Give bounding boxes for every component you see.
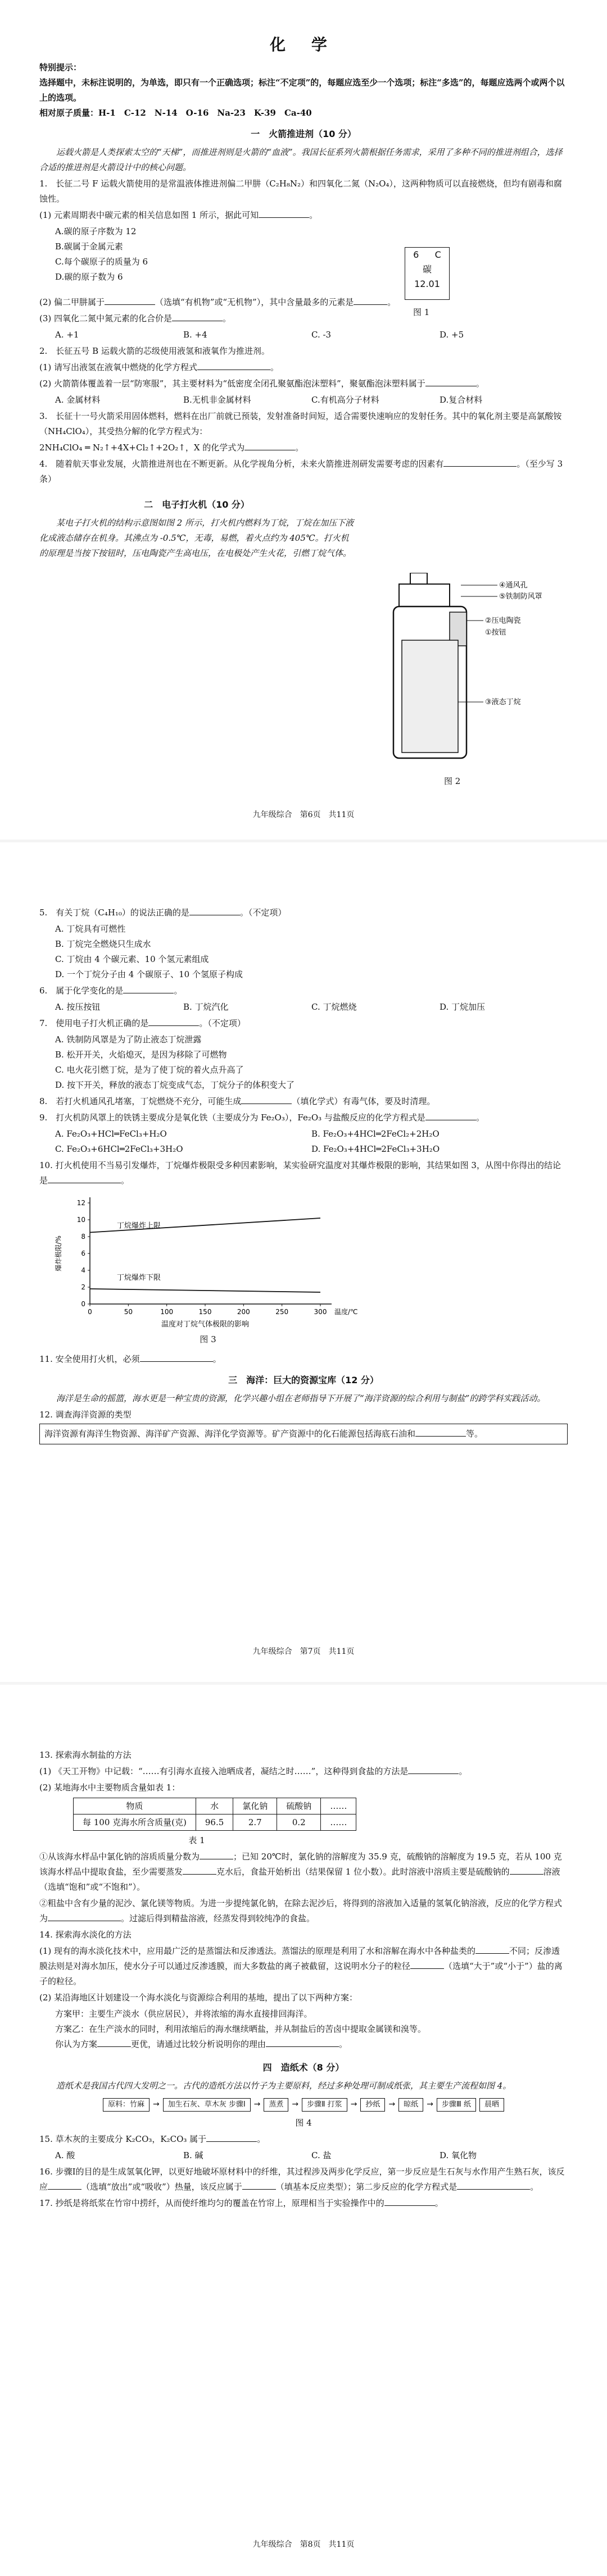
flow-step: 步骤Ⅲ 纸: [437, 2098, 476, 2112]
table-1-caption: 表 1: [188, 1835, 205, 1845]
option: D. 丁烷加压: [440, 1002, 486, 1012]
table-header: 水: [196, 1798, 233, 1814]
question-13-3: ②粗盐中含有少量的泥沙、氯化镁等物质。为进一步提纯氯化钠，在除去泥沙后，将得到的溶液加入适量的氢氧化钠溶液，反应的化学方程式为 。过滤后得到精盐溶液，经蒸发得到较纯净的食盐。: [39, 1898, 563, 1923]
answer-blank[interactable]: [425, 1111, 476, 1120]
arrow-right-icon: →: [388, 2100, 396, 2109]
element-card: [405, 247, 450, 300]
y-axis-label: 爆炸极限/%: [55, 1235, 62, 1271]
explosion-limit-chart: [51, 1192, 365, 1332]
answer-blank[interactable]: [206, 2132, 257, 2142]
page-8: [0, 1685, 607, 2576]
y-tick-label: 10: [76, 1216, 85, 1224]
x-tick-label: 100: [160, 1308, 174, 1316]
table-header: ……: [321, 1798, 356, 1814]
question-14-1: (1) 现有的海水淡化技术中，应用最广泛的是蒸馏法和反渗透法。蒸馏法的原理是利用了水和溶解在海水中各种盐类的 不同；反渗透膜法则是对海水加压，使水分子可以通过反渗透膜，而大多数盐的离子被截留，这说明水分子的粒径 （选填“大于”或“小于”）盐的离子的粒径。: [39, 1944, 568, 1989]
question-1-3: (3) 四氧化二氮中氮元素的化合价是 。: [39, 311, 568, 326]
series-line: [90, 1289, 320, 1292]
answer-blank[interactable]: [97, 2037, 131, 2047]
flow-step: 晾纸: [398, 2098, 423, 2112]
flow-step: 原料：竹麻: [103, 2098, 150, 2112]
option: D.复合材料: [440, 395, 483, 405]
option: C. 电火花引燃丁烷，是为了使丁烷的着火点升高了: [55, 1065, 244, 1075]
atomic-number: 6: [413, 249, 419, 260]
flow-step: 加生石灰、草木灰 步骤Ⅰ: [163, 2098, 251, 2112]
y-tick-label: 6: [81, 1250, 85, 1257]
answer-blank[interactable]: [189, 906, 240, 915]
x-tick-label: 250: [275, 1308, 289, 1316]
section-1-title: 一 火箭推进剂（10 分）: [251, 129, 356, 139]
question-7: 7. 使用电子打火机正确的是 。（不定项）: [39, 1016, 568, 1031]
question-3: 3. 长征十一号火箭采用固体燃料，燃料在出厂前就已预装，发射准备时间短，适合需要快速响应的发射任务。其中的氧化剂主要是高氯酸铵（NH₄ClO₄），其受热分解的化学方程式为：: [39, 411, 562, 436]
question-2: 2. 长征五号 B 运载火箭的芯级使用液氢和液氧作为推进剂。: [39, 346, 270, 356]
question-13-2a: ①从该海水样品中氯化钠的溶质质量分数为 ；已知 20℃时，氯化钠的溶解度为 35.9 克，硫酸钠的溶解度为 19.5 克，若从 100 克该海水样品中提取食盐，至少需要蒸发 克水后，食盐开始析出（结果保留 1 位小数）。此时溶液中溶质主要是硫酸钠的 溶液（选填“饱和”或“不饱和”）。: [39, 1849, 568, 1895]
fig2-label: ⑤铁制防风罩: [499, 592, 542, 601]
option: D. 氧化物: [440, 2150, 477, 2160]
papermaking-flowchart: [39, 2097, 568, 2112]
option: A. 铁制防风罩是为了防止液态丁烷泄露: [55, 1034, 202, 1045]
fig2-label: ①按钮: [485, 628, 506, 637]
answer-blank[interactable]: [183, 1865, 216, 1875]
answer-blank[interactable]: [140, 1352, 213, 1362]
option: B.碳属于金属元素: [55, 241, 123, 252]
question-11: 11. 安全使用打火机，必须 。: [39, 1352, 568, 1367]
butane-tank-shape: [402, 640, 458, 753]
section-2-intro: 某电子打火机的结构示意图如图 2 所示，打火机内燃料为丁烷，丁烷在加压下液化成液态储存在机身。其沸点为 -0.5℃，无毒，易燃，着火点约为 405℃。打火机的原理是当按下按钮时，压电陶瓷产生高电压，在电极处产生火花，引燃丁烷气体。: [39, 518, 354, 558]
question-2-2: (2) 火箭箭体覆盖着一层“防寒服”，其主要材料为“低密度全闭孔聚氨酯泡沫塑料”，聚氨酯泡沫塑料属于 。: [39, 376, 568, 391]
section-4-intro: 造纸术是我国古代四大发明之一。古代的造纸方法以竹子为主要原料，经过多种处理可制成纸张，其主要生产流程如图 4。: [56, 2081, 511, 2091]
arrow-right-icon: →: [292, 2100, 299, 2109]
atomic-mass: 相对原子质量：H-1 C-12 N-14 O-16 Na-23 K-39 Ca-40: [39, 108, 312, 118]
question-1: 1. 长征二号 F 运载火箭使用的是常温液体推进剂偏二甲肼（C₂H₈N₂）和四氧化二氮（N₂O₄），这两种物质可以直接燃烧，但均有剧毒和腐蚀性。: [39, 179, 562, 204]
answer-blank[interactable]: [408, 1765, 459, 1774]
answer-blank[interactable]: [48, 2180, 81, 2190]
plan-b: 方案乙：在生产淡水的同时，利用浓缩后的海水继续晒盐，并从制盐后的苦卤中提取金属镁和溴等。: [55, 2024, 427, 2034]
x-axis-label: 温度对丁烷气体极限的影响: [161, 1320, 250, 1329]
question-12: 12. 调查海洋资源的类型: [39, 1410, 132, 1420]
page-6: [0, 0, 607, 842]
answer-blank[interactable]: [425, 377, 476, 386]
x-tick-label: 50: [124, 1308, 133, 1316]
answer-blank[interactable]: [123, 984, 174, 993]
wind-guard-shape: [399, 584, 450, 607]
arrow-right-icon: →: [253, 2100, 261, 2109]
answer-blank[interactable]: [415, 1427, 466, 1437]
answer-blank[interactable]: [242, 2180, 276, 2190]
answer-blank[interactable]: [259, 208, 309, 218]
page-8-content: [39, 1747, 568, 2212]
figure-2-caption: 图 2: [444, 776, 461, 786]
question-16: 16. 步骤Ⅰ的目的是生成氢氧化钾，以更好地破坏原材料中的纤维，其过程涉及两步化学反应，第一步反应是生石灰与水作用产生熟石灰，该反应 （选填“放出”或“吸收”）热量，该反应属于 （填基本反应类型）；第二步反应的化学方程式是 。: [39, 2167, 565, 2192]
answer-blank[interactable]: [510, 1865, 543, 1875]
x-unit-label: 温度/℃: [334, 1308, 358, 1316]
section-1-intro: 运载火箭是人类探索太空的“天梯”，而推进剂则是火箭的“血液”。我国长征系列火箭根据任务需求，采用了多种不同的推进剂组合，选择合适的推进剂是火箭设计中的核心问题。: [39, 147, 563, 172]
question-8: 8. 若打火机通风孔堵塞，丁烷燃烧不充分，可能生成 （填化学式）有毒气体，要及时清理。: [39, 1094, 568, 1109]
answer-blank[interactable]: [457, 2180, 530, 2190]
answer-blank[interactable]: [200, 1850, 233, 1859]
seawater-table: [73, 1798, 356, 1831]
flow-step: 蒸煮: [264, 2098, 288, 2112]
option: C. 丁烷由 4 个碳元素、10 个氢元素组成: [55, 954, 209, 964]
answer-blank[interactable]: [148, 1016, 199, 1026]
series-label: 丁烷爆炸下限: [116, 1274, 161, 1282]
figure-1-caption: 图 1: [413, 307, 430, 317]
plan-a: 方案甲：主要生产淡水（供应居民），并将浓缩的海水直接排回海洋。: [55, 2009, 312, 2019]
table-cell: ……: [321, 1814, 356, 1831]
table-header-row: [74, 1798, 356, 1814]
question-5: 5. 有关丁烷（C₄H₁₀）的说法正确的是 。（不定项）: [39, 905, 568, 920]
options-row: [39, 1000, 568, 1015]
option: B. 丁烷汽化: [183, 1002, 229, 1012]
option: A. +1: [55, 330, 79, 340]
answer-blank[interactable]: [475, 1944, 509, 1954]
options-row: [39, 393, 568, 408]
option: D. 按下开关，释放的液态丁烷变成气态，丁烷分子的体积变大了: [55, 1080, 295, 1090]
section-2-title: 二 电子打火机（10 分）: [144, 499, 250, 510]
vent-shape: [410, 573, 427, 584]
arrow-right-icon: →: [427, 2100, 433, 2109]
table-header: 氯化钠: [233, 1798, 277, 1814]
options-row: [39, 2148, 568, 2163]
option: A. Fe₂O₃+HCl═FeCl₃+H₂O: [55, 1129, 167, 1139]
answer-blank[interactable]: [48, 1912, 121, 1921]
option: B.无机非金属材料: [183, 395, 251, 405]
option: B. 碱: [183, 2150, 203, 2160]
options-row: [39, 327, 568, 343]
notice-heading: 特别提示：: [39, 62, 82, 72]
question-13-1: (1) 《天工开物》中记载：“……有引海水直接入池晒成者，凝结之时……”，这种得到食盐的方法是 。: [39, 1764, 568, 1779]
page-7-content: [39, 904, 568, 1446]
figure-3-caption: 图 3: [200, 1334, 216, 1344]
fig2-label: ③液态丁烷: [485, 698, 521, 706]
fig2-label: ②压电陶瓷: [485, 617, 521, 625]
x-tick-label: 200: [237, 1308, 250, 1316]
option: B. Fe₂O₃+4HCl═2FeCl₂+2H₂O: [311, 1129, 440, 1139]
option: C. -3: [311, 330, 332, 340]
y-tick-label: 2: [81, 1283, 85, 1291]
table-cell: 0.2: [277, 1814, 321, 1831]
question-14: 14. 探索海水淡化的方法: [39, 1930, 132, 1940]
option: C.有机高分子材料: [311, 395, 379, 405]
options-grid: [39, 1127, 568, 1157]
page-title: 化 学: [270, 35, 337, 54]
question-10: 10. 打火机使用不当易引发爆炸，丁烷爆炸极限受多种因素影响，某实验研究温度对其爆炸极限的影响，其结果如图 3，从图中你得出的结论是 。: [39, 1160, 561, 1186]
option: B. +4: [183, 330, 207, 340]
question-6: 6. 属于化学变化的是 。: [39, 983, 568, 999]
figure-4-caption: 图 4: [295, 2118, 312, 2128]
page-footer: 九年级综合 第7页 共11页: [252, 1647, 355, 1656]
question-13-2: (2) 某地海水中主要物质含量如表 1：: [39, 1782, 180, 1793]
section-4-title: 四 造纸术（8 分）: [262, 2062, 345, 2073]
option: B. 松开开关，火焰熄灭，是因为移除了可燃物: [55, 1050, 227, 1060]
answer-blank[interactable]: [105, 295, 155, 305]
page-7: [0, 842, 607, 1685]
option: A. 丁烷具有可燃性: [55, 924, 126, 934]
table-cell: 2.7: [233, 1814, 277, 1831]
y-tick-label: 12: [76, 1199, 85, 1207]
answer-blank[interactable]: [443, 457, 517, 467]
arrow-right-icon: →: [350, 2100, 357, 2109]
option: D. 一个丁烷分子由 4 个碳原子、10 个氢原子构成: [55, 969, 243, 979]
y-tick-label: 4: [81, 1266, 85, 1274]
option: A.碳的原子序数为 12: [55, 226, 137, 236]
flow-aux-step: 晨晒: [479, 2098, 504, 2112]
option: D. +5: [440, 330, 464, 340]
option: C. 盐: [311, 2150, 332, 2160]
answer-blank[interactable]: [384, 2196, 435, 2206]
lighter-diagram: [377, 573, 562, 769]
series-label: 丁烷爆炸上限: [116, 1221, 161, 1230]
notice-text: 选择题中，未标注说明的，为单选，即只有一个正确选项；标注“不定项”的，每题应选至少一个选项；标注“多选”的，每题应选两个或两个以上的选项。: [39, 77, 565, 103]
fig2-label: ④通风孔: [499, 581, 528, 590]
flow-step: 步骤Ⅱ 打浆: [302, 2098, 347, 2112]
question-14-2: (2) 某沿海地区计划建设一个海水淡化与资源综合利用的基地，提出了以下两种方案：: [39, 1993, 358, 2003]
question-14-2b: 你认为方案 更优，请通过比较分析说明你的理由 。: [39, 2037, 568, 2052]
y-tick-label: 0: [81, 1300, 85, 1308]
table-row: [74, 1814, 356, 1831]
option: B. 丁烷完全燃烧只生成水: [55, 939, 151, 949]
question-4: 4. 随着航天事业发展，火箭推进剂也在不断更新。从化学视角分析，未来火箭推进剂研发需要考虑的因素有 。（至少写 3 条）: [39, 457, 568, 487]
question-1-1: (1) 元素周期表中碳元素的相关信息如图 1 所示，据此可知 。: [39, 208, 568, 223]
answer-blank[interactable]: [48, 1174, 121, 1183]
table-cell: 96.5: [196, 1814, 233, 1831]
option: C. Fe₂O₃+6HCl═2FeCl₃+3H₂O: [55, 1144, 183, 1154]
option: D. Fe₂O₃+4HCl═2FeCl₃+3H₂O: [311, 1144, 440, 1154]
question-15: 15. 草木灰的主要成分 K₂CO₃，K₂CO₃ 属于 。: [39, 2132, 568, 2147]
option: A. 金属材料: [55, 395, 101, 405]
option: A. 酸: [55, 2150, 75, 2160]
x-tick-label: 0: [88, 1308, 92, 1316]
question-13: 13. 探索海水制盐的方法: [39, 1750, 132, 1760]
option: D.碳的原子数为 6: [55, 272, 123, 282]
question-17: 17. 抄纸是将纸浆在竹帘中捞纤，从而使纤维均匀的覆盖在竹帘上，原理相当于实验操作中的 。: [39, 2196, 568, 2211]
page-6-content: [39, 34, 568, 561]
element-name: 碳: [422, 264, 432, 275]
answer-blank[interactable]: [266, 2037, 339, 2047]
question-3-equation: 2NH₄ClO₄ ═ N₂↑+4X+Cl₂↑+2O₂↑，X 的化学式为 。: [39, 440, 568, 455]
flow-step: 抄纸: [360, 2098, 385, 2112]
arrow-right-icon: →: [152, 2100, 160, 2109]
answer-blank[interactable]: [410, 1959, 444, 1969]
page-footer: 九年级综合 第8页 共11页: [252, 2540, 355, 2549]
option: A. 按压按钮: [55, 1002, 101, 1012]
answer-blank[interactable]: [354, 295, 387, 305]
question-2-1: (1) 请写出液氢在液氧中燃烧的化学方程式 。: [39, 360, 568, 375]
answer-blank[interactable]: [241, 1095, 292, 1104]
answer-blank[interactable]: [172, 312, 223, 321]
answer-blank[interactable]: [244, 441, 295, 450]
y-tick-label: 8: [81, 1233, 85, 1241]
x-tick-label: 300: [314, 1308, 327, 1316]
section-3-intro: 海洋是生命的摇篮，海水更是一种宝贵的资源，化学兴趣小组在老师指导下开展了“海洋资源的综合利用与制盐”的跨学科实践活动。: [56, 1393, 546, 1403]
section-3-title: 三 海洋：巨大的资源宝库（12 分）: [228, 1375, 379, 1385]
x-tick-label: 150: [198, 1308, 212, 1316]
table-header: 物质: [74, 1798, 196, 1814]
question-9: 9. 打火机防风罩上的铁锈主要成分是氧化铁（主要成分为 Fe₂O₃），Fe₂O₃ 与盐酸反应的化学方程式是 。: [39, 1110, 568, 1125]
page-footer: 九年级综合 第6页 共11页: [252, 810, 355, 819]
answer-blank[interactable]: [197, 361, 270, 370]
table-header: 硫酸钠: [277, 1798, 321, 1814]
question-1-2: (2) 偏二甲肼属于 （选填“有机物”或“无机物”），其中含量最多的元素是 。: [39, 295, 568, 310]
table-row-label: 每 100 克海水所含质量(克): [74, 1814, 196, 1831]
option: C.每个碳原子的质量为 6: [55, 257, 148, 267]
atomic-mass-value: 12.01: [414, 279, 440, 289]
question-12-box: 海洋资源有海洋生物资源、海洋矿产资源、海洋化学资源等。矿产资源中的化石能源包括海底石油和 等。: [39, 1424, 568, 1444]
option: C. 丁烷燃烧: [311, 1002, 357, 1012]
element-symbol: C: [434, 249, 441, 260]
